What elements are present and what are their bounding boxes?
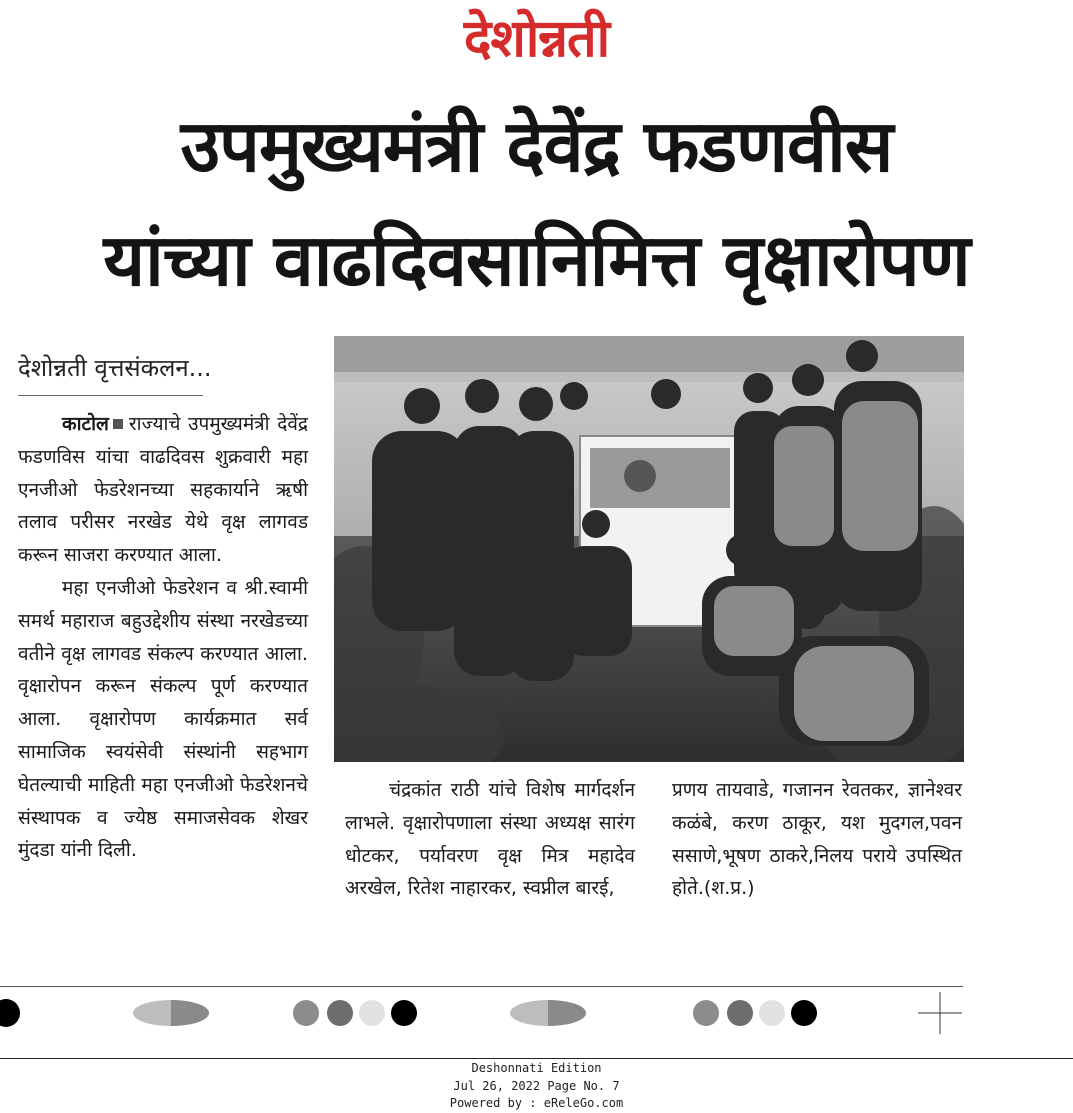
edition-footer (0, 1060, 1073, 1113)
byline: देशोन्नती वृत्तसंकलन... (18, 354, 212, 382)
headline-line-2: यांच्या वाढदिवसानिमित्त वृक्षारोपण (103, 218, 970, 302)
page-bottom-rule (0, 986, 963, 987)
byline-divider (18, 395, 203, 396)
masthead-logo: देशोन्नती (463, 9, 610, 69)
article-paragraph-4: प्रणय तायवाडे, गजानन रेवतकर, ज्ञानेश्वर कळंबे, करण ठाकूर, यश मुदगल,पवन ससाणे,भूषण ठाकरे,निलय पराये उपस्थित होते.(श.प्र.) (672, 779, 962, 900)
powered-by: Powered by : eReleGo.com (449, 1096, 624, 1110)
edition-date-page: Jul 26, 2022 Page No. 7 (453, 1078, 620, 1093)
article-column-1 (18, 408, 308, 867)
registration-oval-icon (510, 1000, 586, 1026)
article-paragraph-3: चंद्रकांत राठी यांचे विशेष मार्गदर्शन लाभले. वृक्षारोपणाला संस्था अध्यक्ष सारंग धोटकर, पर्यावरण वृक्ष मित्र महादेव अरखेल, रितेश नाहारकर, स्वप्नील बारई, (345, 779, 635, 900)
article-column-3 (672, 774, 962, 905)
dateline: काटोल (62, 413, 109, 435)
print-registration-marks (0, 990, 1073, 1040)
color-swatch-icon (293, 1000, 417, 1026)
news-photo (334, 336, 964, 762)
color-swatch-icon (693, 1000, 817, 1026)
footer-divider (0, 1058, 1073, 1059)
edition-name: Deshonnati Edition (471, 1061, 602, 1075)
article-paragraph-2: महा एनजीओ फेडरेशन व श्री.स्वामी समर्थ महाराज बहुउद्देशीय संस्था नरखेडच्या वतीने वृक्ष लागवड संकल्प करण्यात आला. वृक्षारोपन करून संकल्प पूर्ण करण्यात आला. वृक्षारोपण कार्यक्रमात सर्व सामाजिक स्वयंसेवी संस्थांनी सहभाग घेतल्याची माहिती महा एनजीओ फेडरेशनचे संस्थापक व ज्येष्ठ समाजसेवक शेखर मुंदडा यांनी दिली. (18, 576, 308, 862)
square-bullet-icon (113, 419, 123, 429)
photo-illustration (334, 336, 964, 762)
crosshair-icon (918, 992, 962, 1034)
article-paragraph-1: राज्याचे उपमुख्यमंत्री देवेंद्र फडणविस यांचा वाढदिवस शुक्रवारी महा एनजीओ फेडरेशनच्या सहकार्याने ऋषी तलाव परीसर नरखेड येथे वृक्ष लागवड करून साजरा करण्यात आला. (18, 413, 308, 567)
registration-dot-icon (0, 999, 20, 1027)
headline-line-1: उपमुख्यमंत्री देवेंद्र फडणवीस (180, 104, 893, 188)
article-column-2 (345, 774, 635, 905)
registration-oval-icon (133, 1000, 209, 1026)
